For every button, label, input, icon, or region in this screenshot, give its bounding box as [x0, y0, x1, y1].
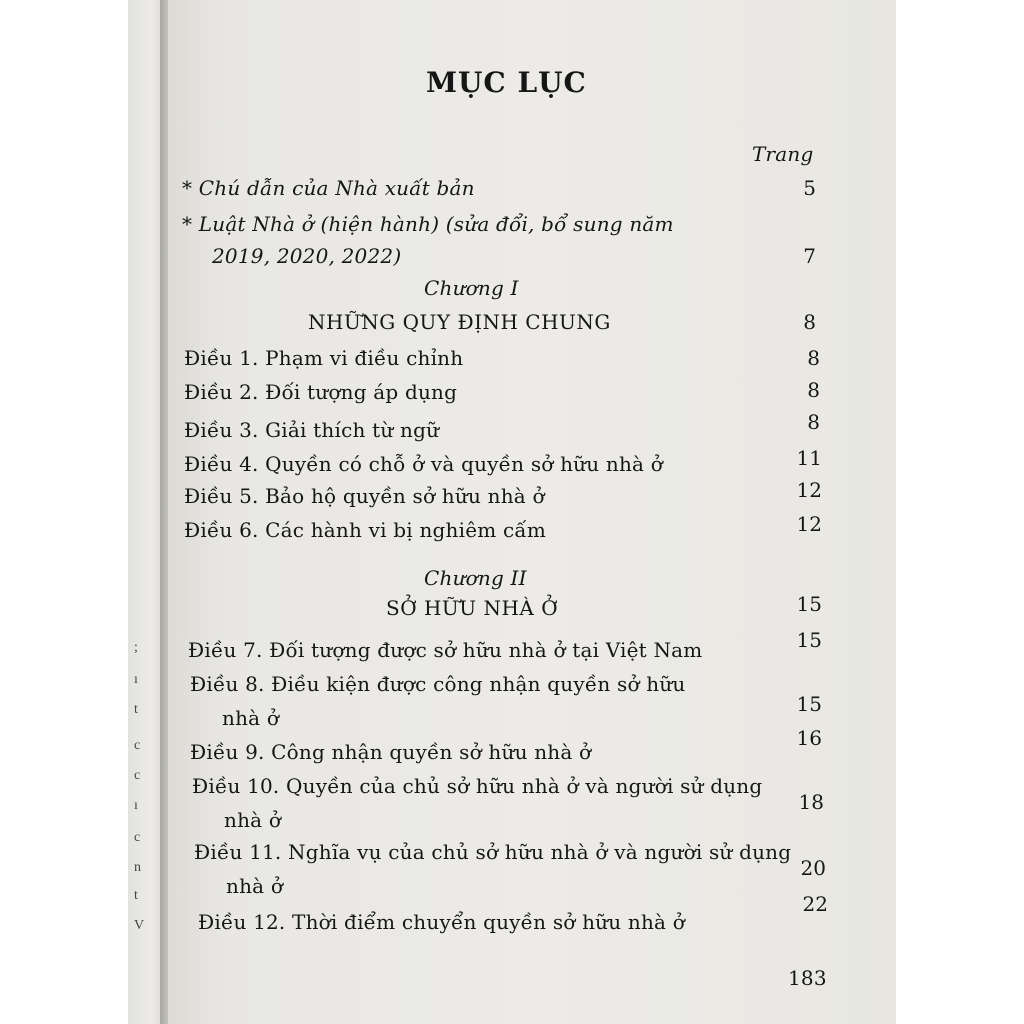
- toc-entry: Điều 9. Công nhận quyền sở hữu nhà ở: [190, 740, 592, 764]
- left-mark: t: [134, 702, 138, 717]
- chapter-title: NHỮNG QUY ĐỊNH CHUNG: [308, 310, 611, 334]
- left-mark: ;: [134, 640, 138, 655]
- left-mark: c: [134, 830, 141, 845]
- left-mark: c: [134, 738, 141, 753]
- toc-entry-page: 8: [807, 378, 820, 402]
- toc-entry: Điều 1. Phạm vi điều chỉnh: [184, 346, 464, 370]
- toc-entry: Điều 5. Bảo hộ quyền sở hữu nhà ở: [184, 484, 545, 508]
- left-mark: n: [134, 860, 141, 875]
- background-strip: [896, 0, 1024, 1024]
- toc-entry-page: 8: [803, 310, 816, 334]
- toc-entry-law: * Luật Nhà ở (hiện hành) (sửa đổi, bổ sung năm: [182, 212, 674, 236]
- toc-entry: Điều 11. Nghĩa vụ của chủ sở hữu nhà ở và người sử dụng: [194, 840, 792, 864]
- chapter-label: Chương I: [424, 276, 519, 300]
- left-mark: ı: [134, 798, 138, 813]
- toc-entry-page: 5: [803, 176, 816, 200]
- toc-entry-cont: nhà ở: [222, 706, 280, 730]
- left-mark: V: [134, 918, 145, 933]
- chapter-title: SỞ HỮU NHÀ Ở: [386, 596, 559, 620]
- toc-entry-page: 22: [802, 892, 828, 916]
- toc-entry-page: 12: [796, 512, 822, 536]
- toc-entry-page: 8: [807, 346, 820, 370]
- chapter-label: Chương II: [424, 566, 527, 590]
- left-mark: t: [134, 888, 138, 903]
- toc-entry-page: 15: [796, 592, 822, 616]
- toc-entry-page: 15: [796, 692, 822, 716]
- page-title: MỤC LỤC: [426, 66, 587, 99]
- left-mark: ı: [134, 672, 138, 687]
- toc-entry: Điều 12. Thời điểm chuyển quyền sở hữu nhà ở: [198, 910, 685, 934]
- toc-entry: Điều 10. Quyền của chủ sở hữu nhà ở và người sử dụng: [192, 774, 763, 798]
- toc-entry-intro: * Chú dẫn của Nhà xuất bản: [182, 176, 475, 200]
- toc-entry: Điều 8. Điều kiện được công nhận quyền sở hữu: [190, 672, 686, 696]
- toc-entry: Điều 2. Đối tượng áp dụng: [184, 380, 458, 404]
- book-page: [168, 0, 896, 1024]
- toc-entry-page: 18: [798, 790, 824, 814]
- toc-entry-cont: nhà ở: [226, 874, 284, 898]
- toc-entry-page: 11: [796, 446, 822, 470]
- toc-entry-law-cont: 2019, 2020, 2022): [212, 244, 402, 268]
- toc-entry: Điều 7. Đối tượng được sở hữu nhà ở tại Việt Nam: [188, 638, 703, 662]
- toc-entry: Điều 4. Quyền có chỗ ở và quyền sở hữu nhà ở: [184, 452, 663, 476]
- left-mark: c: [134, 768, 141, 783]
- toc-entry-page: 7: [803, 244, 816, 268]
- toc-entry: Điều 6. Các hành vi bị nghiêm cấm: [184, 518, 546, 542]
- toc-entry-cont: nhà ở: [224, 808, 282, 832]
- toc-entry-page: 20: [800, 856, 826, 880]
- toc-entry: Điều 3. Giải thích từ ngữ: [184, 418, 440, 442]
- page-column-label: Trang: [752, 142, 814, 166]
- toc-entry-page: 16: [796, 726, 822, 750]
- page-number: 183: [788, 966, 827, 990]
- toc-entry-page: 12: [796, 478, 822, 502]
- toc-entry-page: 15: [796, 628, 822, 652]
- toc-entry-page: 8: [807, 410, 820, 434]
